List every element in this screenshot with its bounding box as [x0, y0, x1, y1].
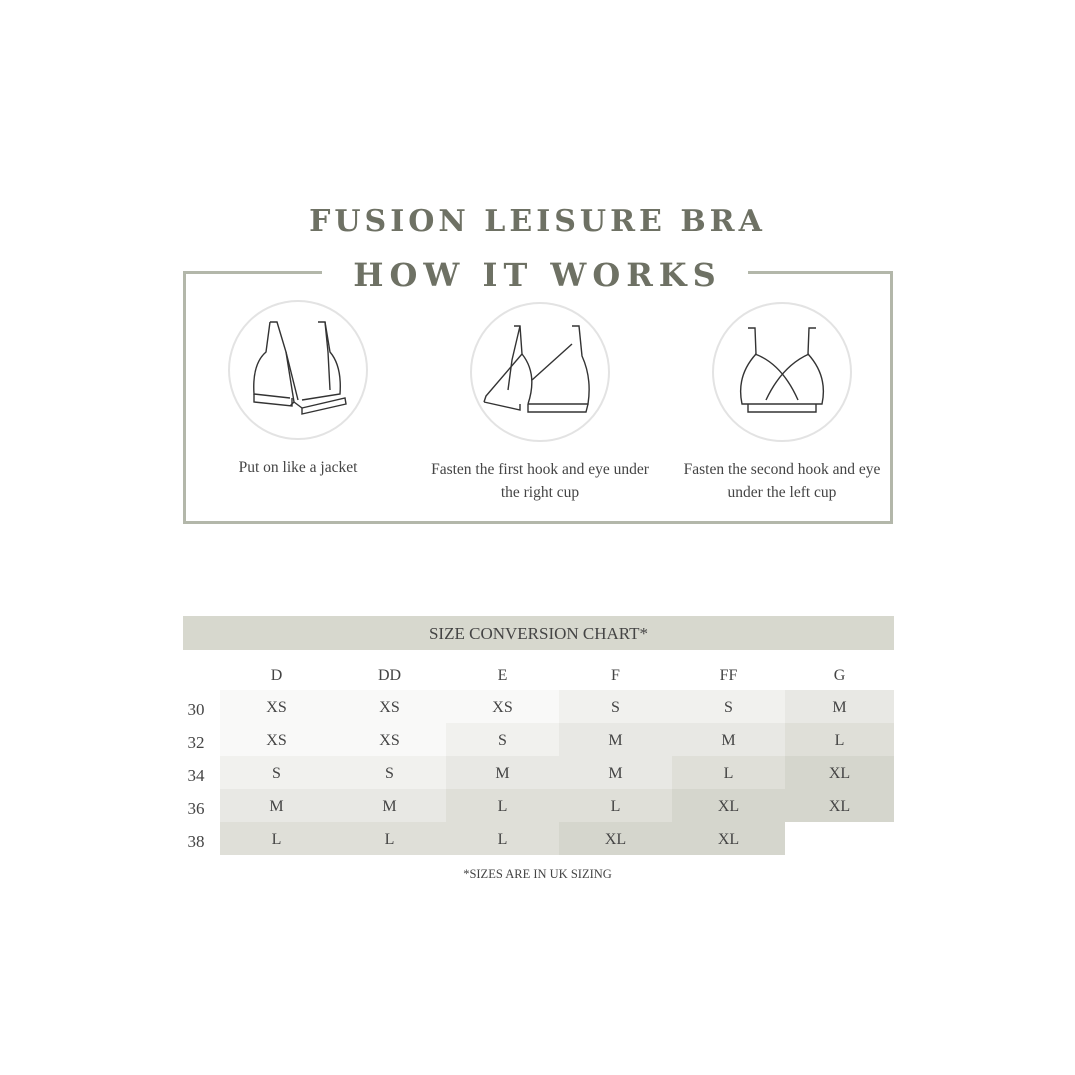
cup-size-header: DD [377, 667, 402, 684]
size-cell: XL [785, 756, 894, 789]
size-cell: XL [785, 789, 894, 822]
size-cell: XL [672, 822, 785, 855]
size-cell: XL [672, 789, 785, 822]
sizing-footnote: *SIZES ARE IN UK SIZING [463, 867, 612, 881]
band-size-header: 32 [187, 733, 205, 752]
size-cell: S [220, 756, 333, 789]
step-1 [183, 300, 413, 479]
size-cell: S [333, 756, 446, 789]
size-cell: XS [333, 723, 446, 756]
section-title: HOW IT WORKS [353, 256, 722, 294]
size-cell: S [672, 690, 785, 723]
step-1-illustration [228, 300, 368, 440]
bra-open-icon [230, 302, 366, 438]
size-cell: L [446, 789, 559, 822]
size-cell: L [446, 822, 559, 855]
size-cell: M [785, 690, 894, 723]
frame-top-right [748, 271, 893, 274]
frame-top-left [183, 271, 322, 274]
size-cell: M [559, 756, 672, 789]
step-3 [667, 302, 897, 504]
size-cell: XS [446, 690, 559, 723]
band-size-header: 38 [187, 832, 205, 851]
step-2-illustration [470, 302, 610, 442]
band-size-header: 34 [187, 766, 205, 785]
cup-size-header: G [833, 667, 846, 684]
cup-size-header: D [270, 667, 283, 684]
size-cell: S [446, 723, 559, 756]
size-cell: M [559, 723, 672, 756]
size-cell: M [672, 723, 785, 756]
size-cell: L [672, 756, 785, 789]
step-2 [425, 302, 655, 504]
size-cell: XS [220, 690, 333, 723]
size-cell: M [333, 789, 446, 822]
bra-fastened-icon [714, 304, 850, 440]
size-cell: L [220, 822, 333, 855]
size-cell: M [446, 756, 559, 789]
step-3-illustration [712, 302, 852, 442]
product-title: FUSION LEISURE BRA [309, 204, 766, 239]
size-cell: L [333, 822, 446, 855]
size-cell: XS [220, 723, 333, 756]
cup-size-header: F [611, 667, 620, 684]
cup-size-header: E [497, 667, 508, 684]
size-cell: XS [333, 690, 446, 723]
size-chart-title: SIZE CONVERSION CHART* [183, 616, 894, 650]
size-cell: XL [559, 822, 672, 855]
size-cell: M [220, 789, 333, 822]
frame-bottom [183, 521, 893, 524]
step-1-caption: Put on like a jacket [238, 459, 358, 476]
size-cell: S [559, 690, 672, 723]
size-cell: L [785, 723, 894, 756]
band-size-header: 36 [187, 799, 205, 818]
band-size-header: 30 [187, 700, 205, 719]
step-2-caption: Fasten the first hook and eye under the right cup [431, 461, 649, 501]
size-cell: L [559, 789, 672, 822]
step-3-caption: Fasten the second hook and eye under the left cup [683, 461, 881, 501]
cup-size-header: FF [719, 667, 738, 684]
bra-half-fastened-icon [472, 304, 608, 440]
